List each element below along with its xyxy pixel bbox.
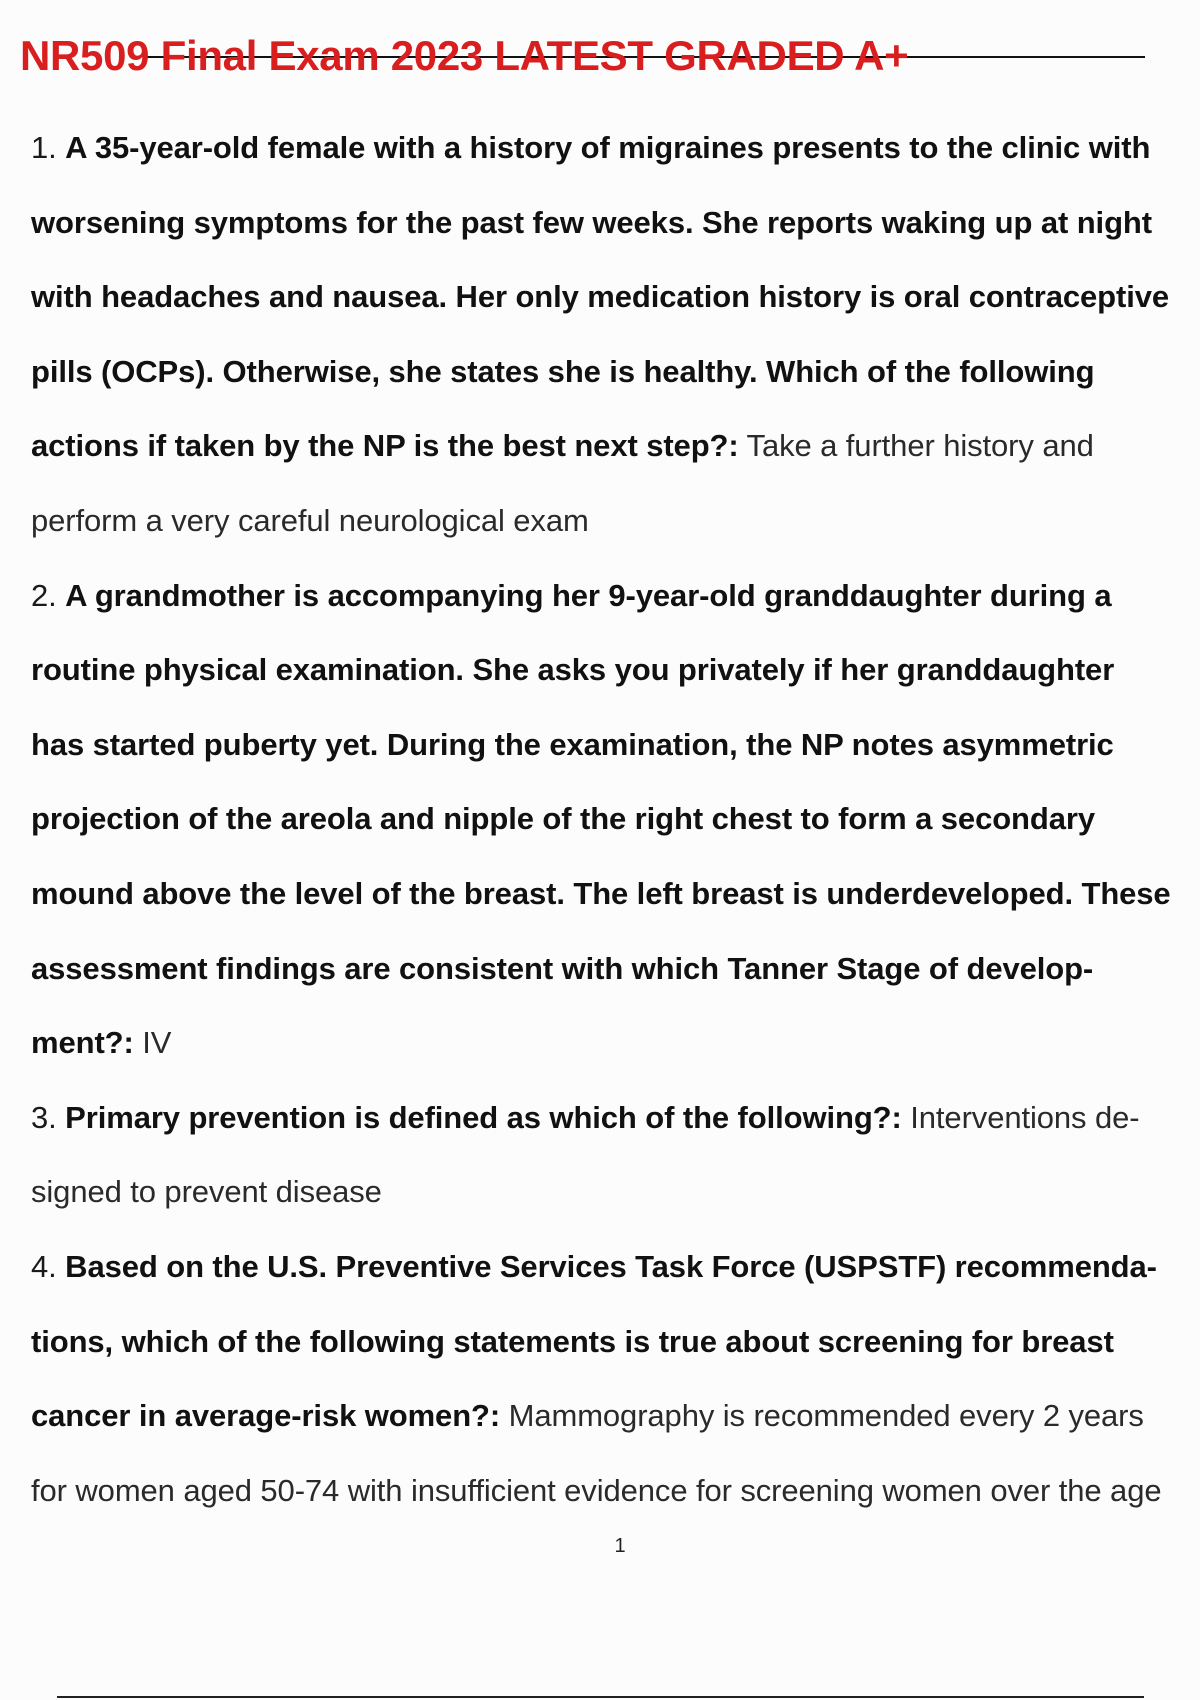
question-text: projection of the areola and nipple of the right chest to form a secondary: [31, 801, 1095, 837]
question-number: 1.: [31, 130, 66, 165]
question-text: worsening symptoms for the past few weeks. She reports waking up at night: [31, 204, 1152, 240]
question-text: cancer in average-risk women?:: [31, 1398, 501, 1434]
text-line-13: [31, 1006, 1200, 1081]
text-line-9: [31, 708, 1200, 783]
text-line-12: [31, 932, 1200, 1007]
text-line-2: [31, 186, 1200, 261]
question-text: ment?:: [31, 1025, 134, 1061]
text-line-3: [31, 260, 1200, 335]
question-text: A grandmother is accompanying her 9-year-old granddaughter during a: [65, 577, 1112, 613]
document-header: [20, 30, 1144, 90]
answer-text: perform a very careful neurological exam: [31, 502, 589, 538]
question-text: Primary prevention is defined as which of the following?:: [65, 1099, 902, 1135]
question-text: A 35-year-old female with a history of migraines presents to the clinic with: [65, 130, 1151, 165]
answer-text: signed to prevent disease: [31, 1174, 382, 1210]
question-text: tions, which of the following statements is true about screening for breast: [31, 1323, 1114, 1359]
answer-text: Interventions de-: [901, 1099, 1140, 1135]
answer-text: Take a further history and: [738, 428, 1094, 464]
text-line-14: [31, 1081, 1200, 1156]
question-text: Based on the U.S. Preventive Services Task Force (USPSTF) recommenda-: [65, 1248, 1157, 1284]
question-list: [31, 111, 1200, 1528]
text-line-1: [31, 111, 1200, 186]
text-line-16: [31, 1230, 1200, 1305]
question-text: has started puberty yet. During the examination, the NP notes asymmetric: [31, 726, 1114, 762]
question-text: pills (OCPs). Otherwise, she states she is healthy. Which of the following: [31, 353, 1095, 389]
text-line-17: [31, 1305, 1200, 1380]
text-line-10: [31, 782, 1200, 857]
question-text: routine physical examination. She asks you privately if her granddaughter: [31, 652, 1115, 688]
answer-text: IV: [133, 1025, 172, 1061]
question-number: 3.: [31, 1099, 66, 1135]
text-line-4: [31, 335, 1200, 410]
page-number: 1: [614, 1535, 626, 1557]
answer-text: for women aged 50-74 with insufficient evidence for screening women over the age: [31, 1472, 1162, 1508]
answer-text: Mammography is recommended every 2 years: [500, 1398, 1144, 1434]
footer-rule: [57, 1696, 1144, 1698]
text-line-11: [31, 857, 1200, 932]
text-line-5: [31, 409, 1200, 484]
question-text: mound above the level of the breast. The left breast is underdeveloped. These: [31, 875, 1171, 911]
question-number: 2.: [31, 577, 66, 613]
question-text: assessment findings are consistent with which Tanner Stage of develop-: [31, 950, 1094, 986]
text-line-18: [31, 1379, 1200, 1454]
document-title: NR509 Final Exam 2023 LATEST GRADED A+: [20, 32, 909, 79]
text-line-19: [31, 1454, 1200, 1529]
question-number: 4.: [31, 1248, 66, 1284]
text-line-15: [31, 1155, 1200, 1230]
text-line-7: [31, 559, 1200, 634]
text-line-6: [31, 484, 1200, 559]
question-text: actions if taken by the NP is the best next step?:: [31, 428, 739, 464]
question-text: with headaches and nausea. Her only medication history is oral contraceptive: [31, 279, 1170, 315]
text-line-8: [31, 633, 1200, 708]
